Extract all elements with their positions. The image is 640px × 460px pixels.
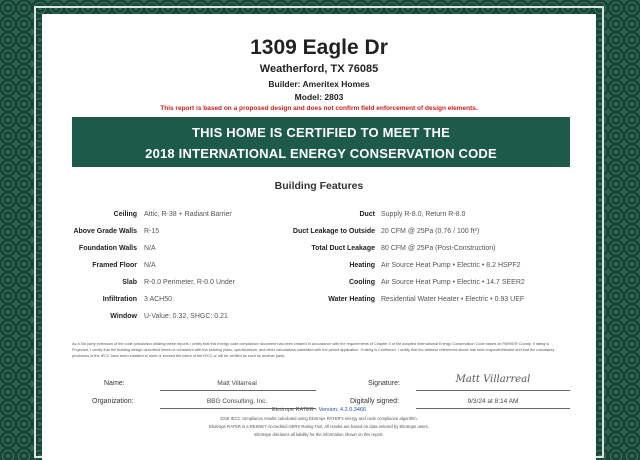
property-address: 1309 Eagle Dr [250, 36, 388, 59]
builder-name: Builder: Ameritex Homes [268, 79, 370, 89]
feature-value: 20 CFM @ 25Pa (0.76 / 100 ft²) [381, 228, 480, 235]
feature-row-total-duct-leakage [42, 242, 596, 256]
feature-label: Above Grade Walls [73, 228, 137, 235]
feature-label: Ceiling [113, 211, 137, 218]
signature-label: Signature: [368, 380, 400, 387]
certification-banner [72, 117, 570, 167]
feature-label: Foundation Walls [78, 245, 137, 252]
feature-row-duct [42, 208, 596, 222]
banner-line-1: THIS HOME IS CERTIFIED TO MEET THE [192, 125, 450, 140]
feature-row-heating [42, 259, 596, 273]
footer-line-2: Ekotrope RATER is a RESNET Accredited HERS Rating Tool. All results are based on data entered by Ekotrope users. [209, 424, 429, 429]
feature-value: Supply R-8.0, Return R-8.0 [381, 211, 466, 218]
feature-value: N/A [144, 262, 156, 269]
footer-line-3: Ekotrope disclaims all liability for the information shown on this report. [254, 432, 384, 437]
feature-label: Duct Leakage to Outside [292, 228, 375, 235]
feature-label: Heating [349, 262, 375, 269]
feature-row-window [42, 310, 302, 324]
model-number: Model: 2803 [294, 92, 344, 102]
signature-line [416, 390, 570, 391]
feature-value: Air Source Heat Pump • Electric • 14.7 SEER2 [381, 279, 525, 286]
feature-label: Framed Floor [92, 262, 137, 269]
feature-value: Residential Water Heater • Electric • 0.93 UEF [381, 296, 525, 303]
feature-value: U-Value: 0.32, SHGC: 0.21 [144, 313, 228, 320]
version-link[interactable]: Version: 4.2.0.3466 [318, 407, 367, 413]
software-name: Ekotrope RATER - [271, 407, 319, 413]
name-line [160, 390, 316, 391]
organization-label: Organization: [92, 398, 134, 405]
feature-label: Window [110, 313, 137, 320]
feature-label: Slab [122, 279, 137, 286]
name-label: Name: [104, 380, 125, 387]
software-version [42, 407, 596, 413]
feature-value: R-15 [144, 228, 160, 235]
features-title: Building Features [274, 180, 364, 192]
name-value: Matt Villarreal [217, 380, 257, 387]
feature-value: 3 ACH50 [144, 296, 173, 303]
feature-row-cooling [42, 276, 596, 290]
signature-handwritten: Matt Villarreal [455, 374, 531, 385]
certification-statement: As a 3rd party extension of the code jurisdiction utilizing these reports I certify that this energy code compliance document has been created in accordance with the requirements of Chapter 4 of the adopted International Energy Conservation Code based on PARKER County. If rating is Projected, I certify that the building design described herein is consistent with the building plans, specifications, and other calculations submitted with the permit application. If rating is Confirmed, I certify that the address referenced above has been inspected/tested and that the mandatory provisions of the IECC have been installed to meet or exceed the intent of the IECC or will be verified as such by another party. [72, 342, 555, 358]
feature-label: Water Heating [328, 296, 375, 303]
feature-row-duct-leakage-outside [42, 225, 596, 239]
feature-row-water-heating [42, 293, 596, 307]
feature-value: R-0.0 Perimeter, R-0.0 Under [144, 279, 236, 286]
feature-value: Attic, R-38 + Radiant Barrier [144, 211, 232, 218]
banner-line-2: 2018 INTERNATIONAL ENERGY CONSERVATION CODE [145, 146, 497, 161]
feature-label: Total Duct Leakage [311, 245, 375, 252]
feature-value: 80 CFM @ 25Pa (Post-Construction) [381, 245, 496, 252]
property-city: Weatherford, TX 76085 [259, 63, 379, 75]
feature-label: Duct [359, 211, 375, 218]
feature-label: Infiltration [102, 296, 137, 303]
design-disclaimer: This report is based on a proposed design and does not confirm field enforcement of design elements. [160, 105, 478, 112]
organization-value: BBG Consulting, Inc. [206, 398, 268, 405]
certificate-page [42, 14, 596, 460]
digitally-signed-value: 9/3/24 at 8:14 AM [467, 398, 519, 405]
digitally-signed-label: Digitally signed: [350, 398, 400, 405]
footer-line-1: 2018 IECC compliance results calculated using Ekotrope RATER's energy and code compliance algorithm. [220, 416, 418, 421]
feature-value: N/A [144, 245, 156, 252]
feature-label: Cooling [348, 279, 375, 286]
feature-value: Air Source Heat Pump • Electric • 8.2 HSPF2 [381, 262, 521, 269]
